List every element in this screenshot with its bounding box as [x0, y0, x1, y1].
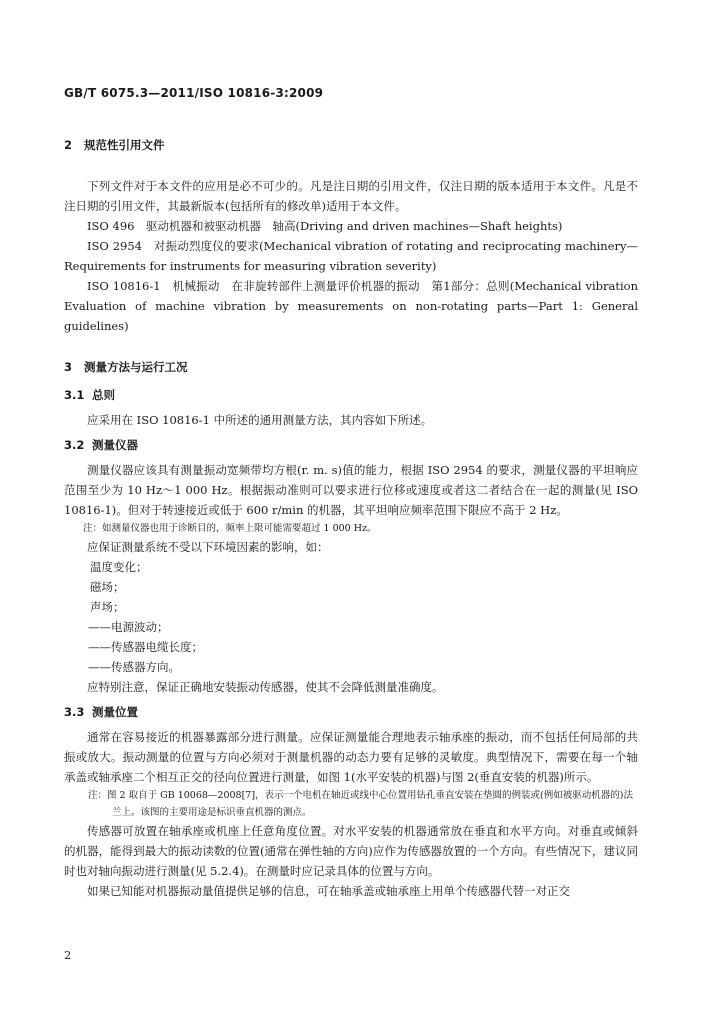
subsection-title: 测量位置 [92, 705, 138, 719]
list-item: ——传感器电缆长度； [88, 640, 203, 654]
reference-item: ISO 10816-1 机械振动 在非旋转部件上测量评价机器的振动 第1部分：总则(Mechanical vibration Evaluation of machine vibration by measurements on non-rotating parts—Part 1: General guidelines) [64, 279, 650, 333]
subsection-number: 3.1 [64, 388, 85, 402]
section-number: 3 [64, 360, 73, 374]
subsection-title: 测量仪器 [92, 438, 138, 452]
subsection-3-2-heading [64, 436, 638, 454]
paragraph: 传感器可放置在轴承座或机座上任意角度位置。对水平安装的机器通常放在垂直和水平方向。对垂直或倾斜的机器，能得到最大的振动读数的位置(通常在弹性轴的方向)应作为传感器放置的一个方向。有些情况下，建议同时也对轴向振动进行测量(见 5.2.4)。在测量时应记录具体的位置与方向。 [64, 824, 638, 878]
subsection-3-1-heading [64, 386, 638, 404]
reference-item: ISO 496 驱动机器和被驱动机器 轴高(Driving and driven machines—Shaft heights) [87, 219, 563, 233]
subsection-3-3-heading [64, 703, 638, 721]
list-item: ——电源波动； [88, 620, 169, 634]
paragraph: 应保证测量系统不受以下环境因素的影响，如： [87, 540, 329, 554]
paragraph: 应采用在 ISO 10816-1 中所述的通用测量方法，其内容如下所述。 [87, 413, 433, 427]
section-title: 测量方法与运行工况 [84, 360, 188, 374]
paragraph: 应特别注意，保证正确地安装振动传感器，使其不会降低测量准确度。 [87, 680, 444, 694]
section-title: 规范性引用文件 [84, 138, 165, 152]
section-3-heading [64, 358, 638, 376]
list-item: 磁场； [90, 580, 125, 594]
section-number: 2 [64, 138, 73, 152]
paragraph: 通常在容易接近的机器暴露部分进行测量。应保证测量能合理地表示轴承座的振动，而不包括任何局部的共振或放大。振动测量的位置与方向必须对于测量机器的动态力要有足够的灵敏度。典型情况下，需要在每一个轴承盖或轴承座二个相互正交的径向位置进行测量，如图 1(水平安装的机器)与图 2(垂直安装的机器)所示。 [64, 730, 638, 784]
page-content [64, 136, 650, 901]
list-item: 声场； [90, 600, 125, 614]
subsection-number: 3.3 [64, 705, 85, 719]
reference-item: ISO 2954 对振动烈度仪的要求(Mechanical vibration of rotating and reciprocating machinery—Requirements for instruments for measuring vibration severity) [64, 239, 638, 273]
note: 注：图 2 取自于 GB 10068—2008[7]，表示一个电机在轴近或线中心位置用钻孔垂直安装在垫圆的例装或(例如被驱动机器的)法兰上。该图的主要用途是标识垂直机器的测点。 [88, 790, 633, 818]
list-item: ——传感器方向。 [88, 660, 180, 674]
paragraph: 下列文件对于本文件的应用是必不可少的。凡是注日期的引用文件，仅注日期的版本适用于本文件。凡是不注日期的引用文件，其最新版本(包括所有的修改单)适用于本文件。 [64, 179, 638, 213]
list-item: 温度变化； [90, 560, 148, 574]
note: 注：如测量仪器也用于诊断目的，频率上限可能需要超过 1 000 Hz。 [83, 523, 377, 534]
section-2-heading [64, 136, 638, 154]
running-header: GB/T 6075.3—2011/ISO 10816-3:2009 [64, 86, 324, 100]
paragraph: 测量仪器应该具有测量振动宽频带均方根(r. m. s)值的能力，根据 ISO 2954 的要求，测量仪器的平坦响应范围至少为 10 Hz～1 000 Hz。根据振动准则可以要求进行位移或速度或者这二者结合在一起的测量(见 ISO 10816-1)。但对于转速接近或低于 600 r/min 的机器，其平坦响应频率范围下限应不高于 2 Hz。 [64, 463, 638, 517]
paragraph: 如果已知能对机器振动量值提供足够的信息，可在轴承盖或轴承座上用单个传感器代替一对正交 [87, 884, 570, 898]
subsection-title: 总则 [92, 388, 115, 402]
subsection-number: 3.2 [64, 438, 85, 452]
page-number: 2 [64, 948, 72, 962]
